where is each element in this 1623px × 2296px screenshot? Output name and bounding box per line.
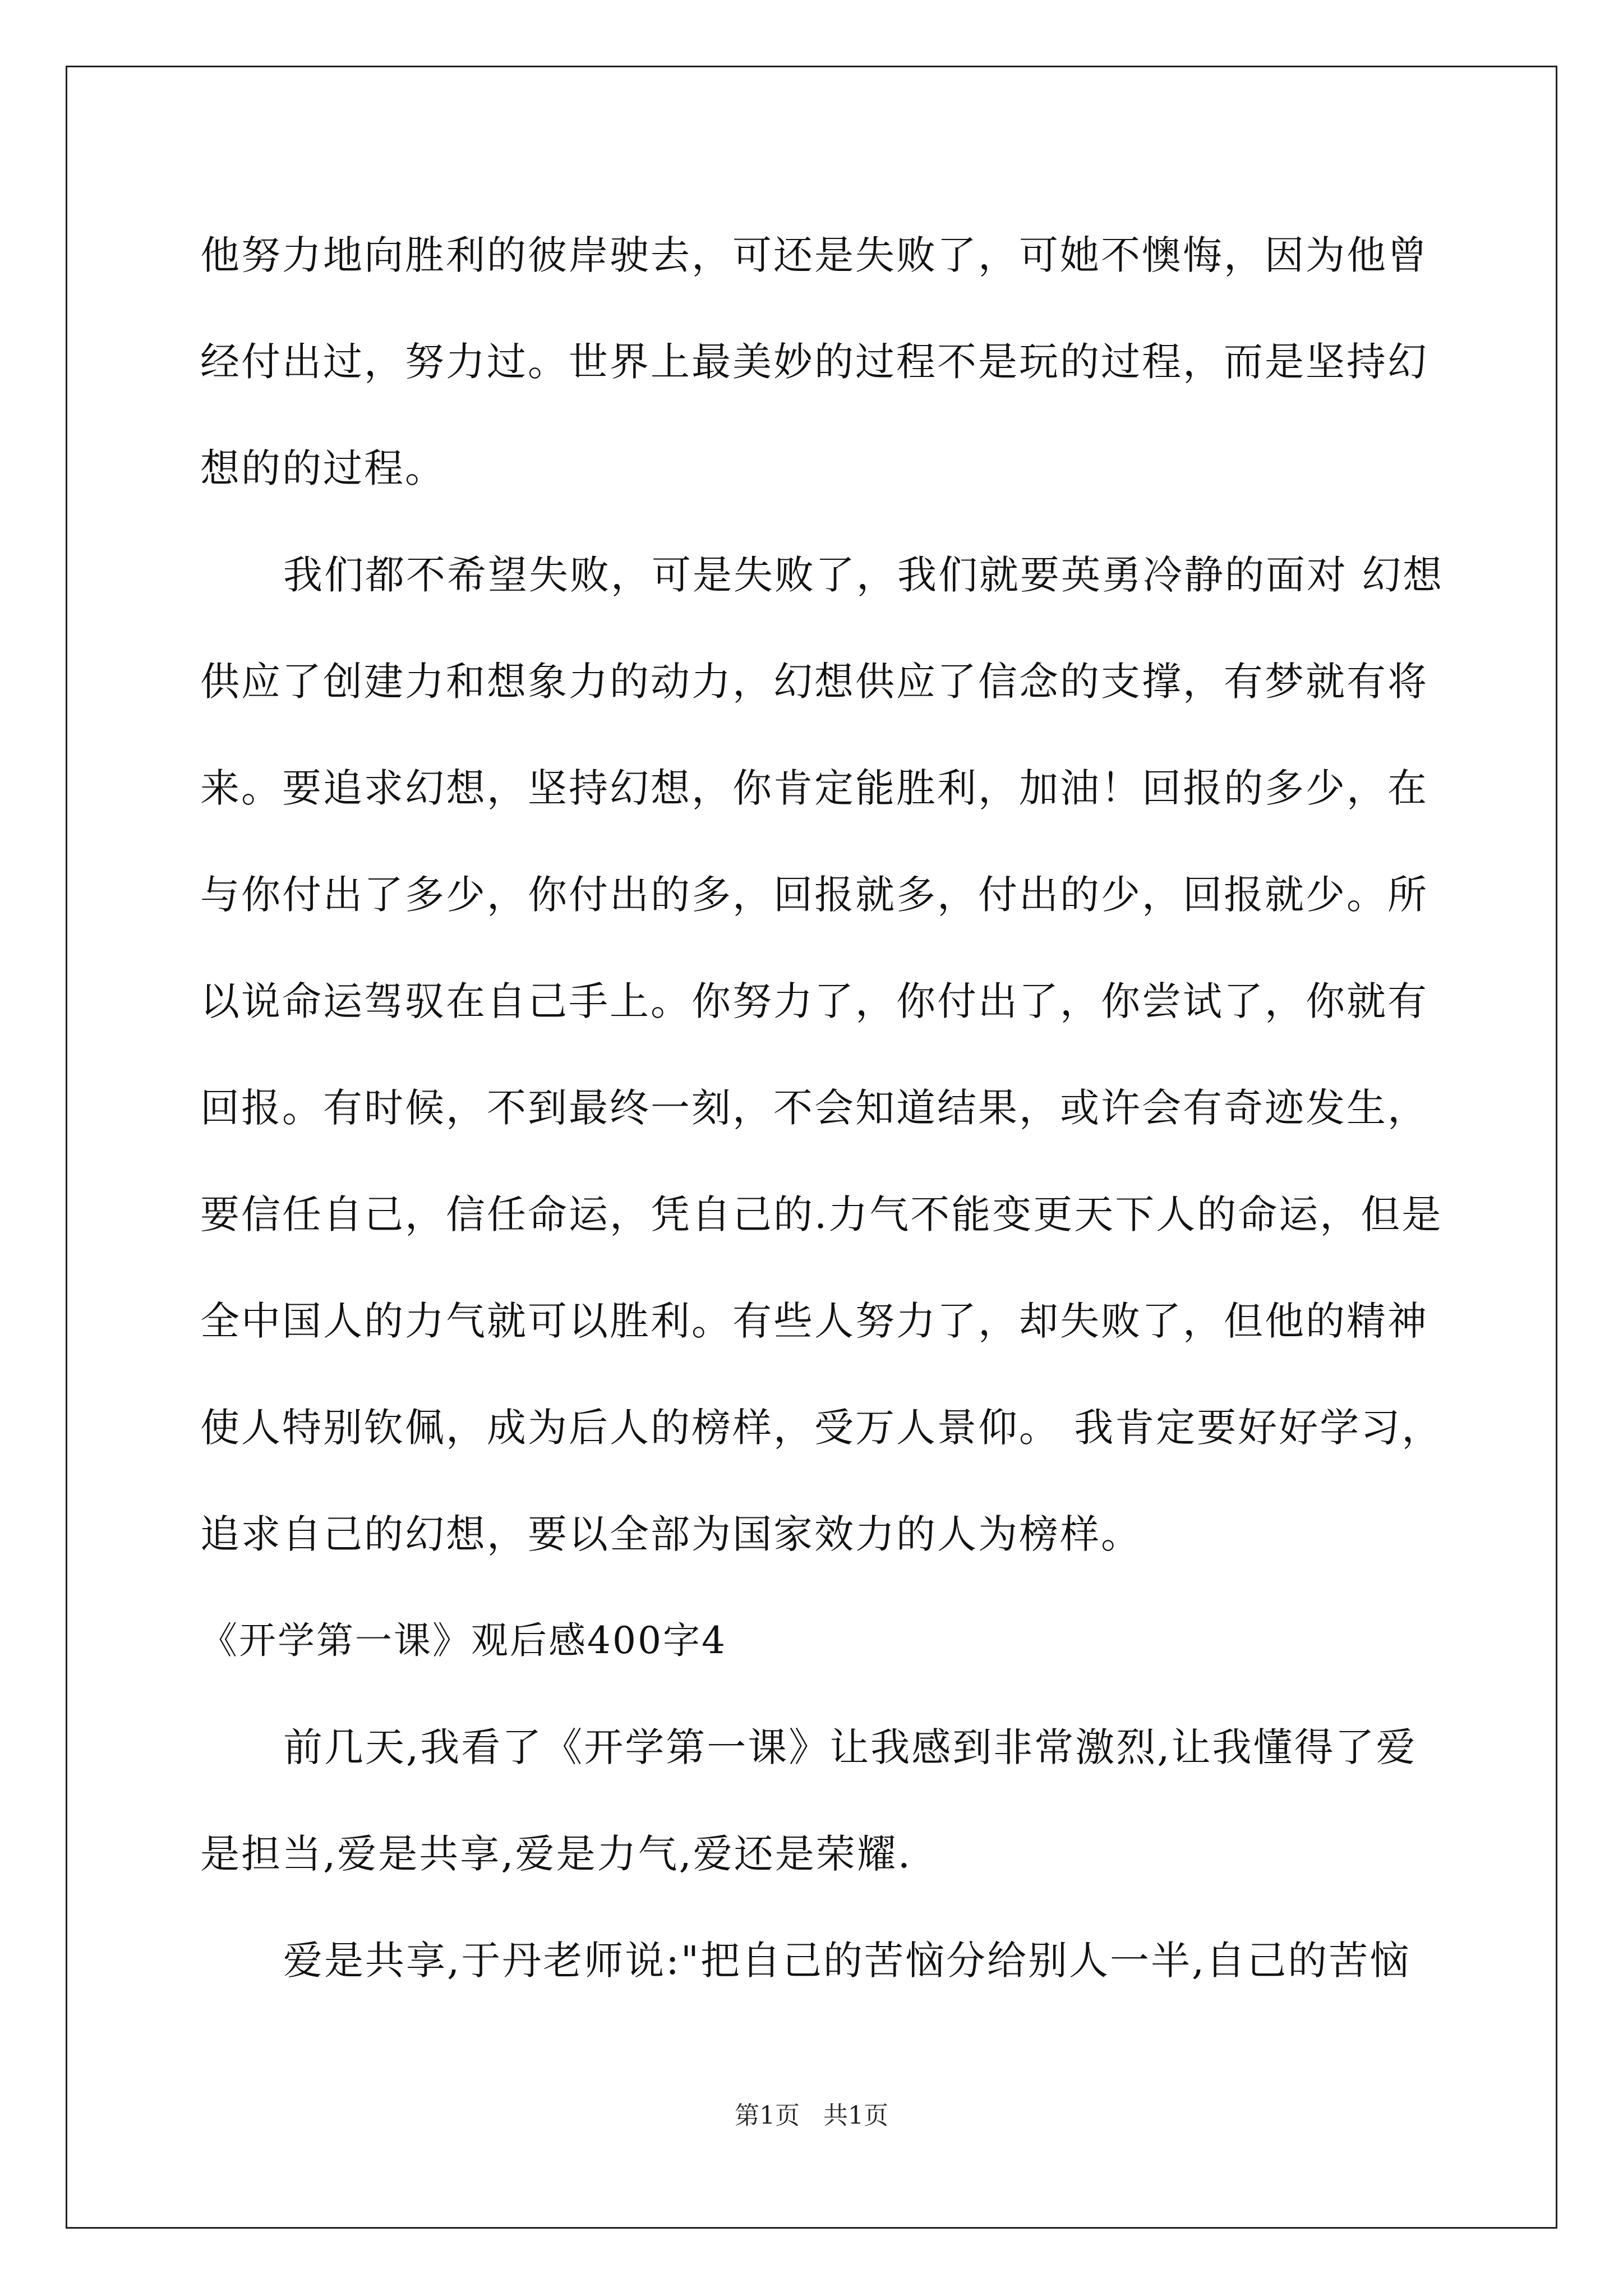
text-line: 以说命运驾驭在自己手上。你努力了，你付出了，你尝试了，你就有 [200,978,1428,1024]
text-line: 全中国人的力气就可以胜利。有些人努力了，却失败了，但他的精神 [200,1298,1428,1344]
text-line: 他努力地向胜利的彼岸驶去，可还是失败了，可她不懊悔，因为他曾 [200,232,1428,278]
text-line: 经付出过，努力过。世界上最美妙的过程不是玩的过程，而是坚持幻 [200,339,1428,385]
text-line: 来。要追求幻想，坚持幻想，你肯定能胜利，加油！回报的多少，在 [200,765,1428,811]
document-body [200,202,1444,2014]
text-line: 要信任自己，信任命运，凭自己的.力气不能变更天下人的命运，但是 [200,1191,1443,1237]
section-heading: 《开学第一课》观后感400字4 [200,1619,727,1662]
text-line: 使人特别钦佩，成为后人的榜样，受万人景仰。 我肯定要好好学习， [200,1405,1443,1451]
text-line: 追求自己的幻想，要以全部为国家效力的人为榜样。 [200,1511,1142,1557]
text-line: 供应了创建力和想象力的动力，幻想供应了信念的支撑，有梦就有将 [200,659,1428,705]
text-line: 是担当,爱是共享,爱是力气,爱还是荣耀. [200,1831,912,1877]
paragraph-start: 我们都不希望失败，可是失败了，我们就要英勇冷静的面对 幻想 [283,552,1444,598]
text-line: 回报。有时候，不到最终一刻，不会知道结果，或许会有奇迹发生， [200,1085,1428,1131]
text-line: 想的的过程。 [200,445,446,491]
text-line: 与你付出了多少，你付出的多，回报就多，付出的少，回报就少。所 [200,872,1428,918]
paragraph-start: 爱是共享,于丹老师说:"把自己的苦恼分给别人一半,自己的苦恼 [283,1938,1411,1984]
page-footer: 第1页 共1页 [735,2101,888,2130]
paragraph-start: 前几天,我看了《开学第一课》让我感到非常激烈,让我懂得了爱 [283,1724,1417,1770]
